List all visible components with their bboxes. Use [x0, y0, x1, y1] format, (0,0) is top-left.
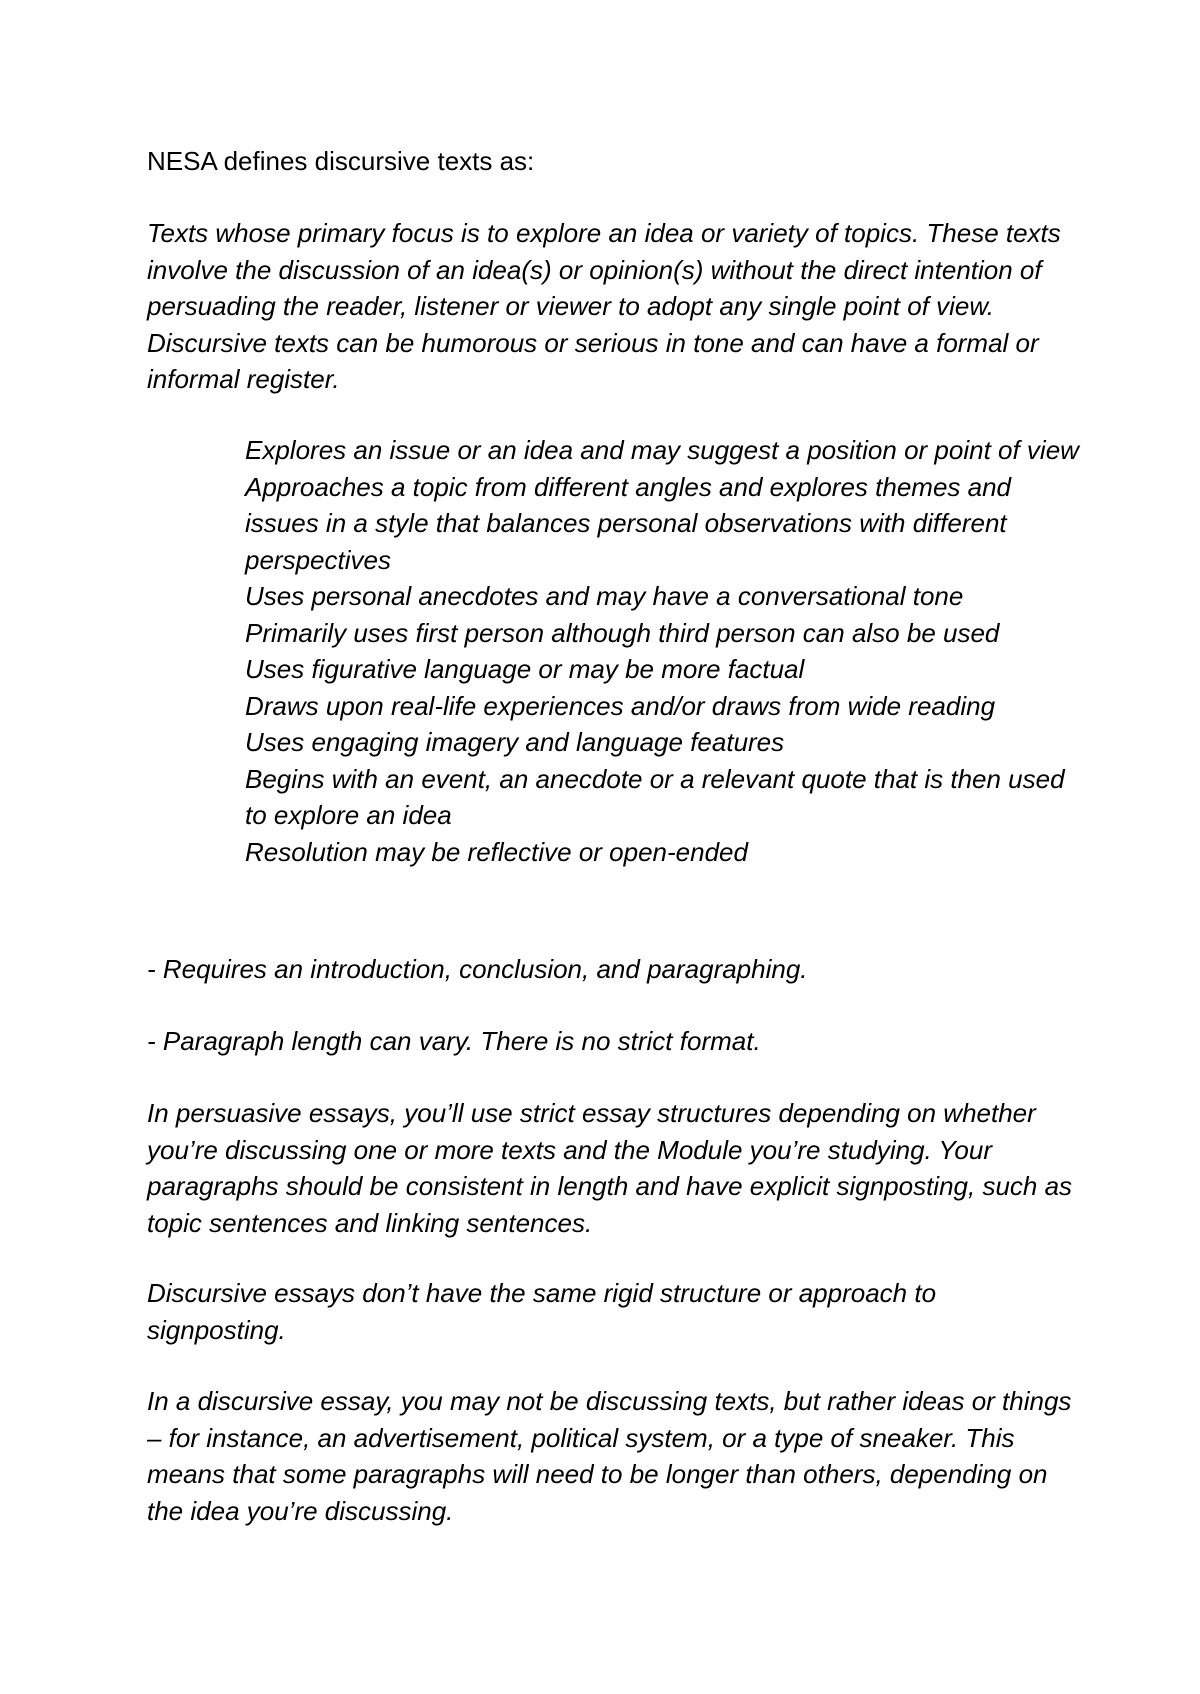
- definition-paragraph: Texts whose primary focus is to explore an idea or variety of topics. These texts involve the discussion of an idea(s) or opinion(s) without the direct intention of persuading the reader, listener or viewer to adopt any single point of view. Discursive texts can be humorous or serious in tone and can have a formal or informal register.: [147, 218, 1061, 394]
- intro-line: NESA defines discursive texts as:: [147, 146, 535, 176]
- discursive-essay-paragraph: In a discursive essay, you may not be discussing texts, but rather ideas or things – for instance, an advertisement, political system, or a type of sneaker. This means that some paragraphs will need to be longer than others, depending on the idea you’re discussing.: [147, 1386, 1072, 1526]
- features-list: [245, 432, 1080, 870]
- persuasive-essays-paragraph: In persuasive essays, you’ll use strict essay structures depending on whether you’re discussing one or more texts and the Module you’re studying. Your paragraphs should be consistent in length and have explicit signposting, such as topic sentences and linking sentences.: [147, 1098, 1073, 1238]
- requirement-paragraph-length: - Paragraph length can vary. There is no strict format.: [147, 1026, 761, 1056]
- feature-item: Uses engaging imagery and language features: [245, 727, 785, 757]
- feature-item: Uses personal anecdotes and may have a conversational tone: [245, 581, 964, 611]
- feature-item: Uses figurative language or may be more factual: [245, 654, 805, 684]
- requirement-introduction: - Requires an introduction, conclusion, and paragraphing.: [147, 954, 808, 984]
- feature-item: Begins with an event, an anecdote or a relevant quote that is then used to explore an idea: [245, 763, 1065, 830]
- feature-item: Primarily uses first person although third person can also be used: [245, 617, 1000, 648]
- feature-item: Explores an issue or an idea and may suggest a position or point of view: [245, 435, 1079, 465]
- discursive-structure-paragraph: Discursive essays don’t have the same rigid structure or approach to signposting.: [147, 1278, 937, 1345]
- feature-item: Resolution may be reflective or open-ended: [245, 836, 748, 867]
- feature-item: Draws upon real-life experiences and/or draws from wide reading: [245, 690, 996, 721]
- feature-item: Approaches a topic from different angles and explores themes and issues in a style that balances personal observations with different perspectives: [245, 471, 1012, 575]
